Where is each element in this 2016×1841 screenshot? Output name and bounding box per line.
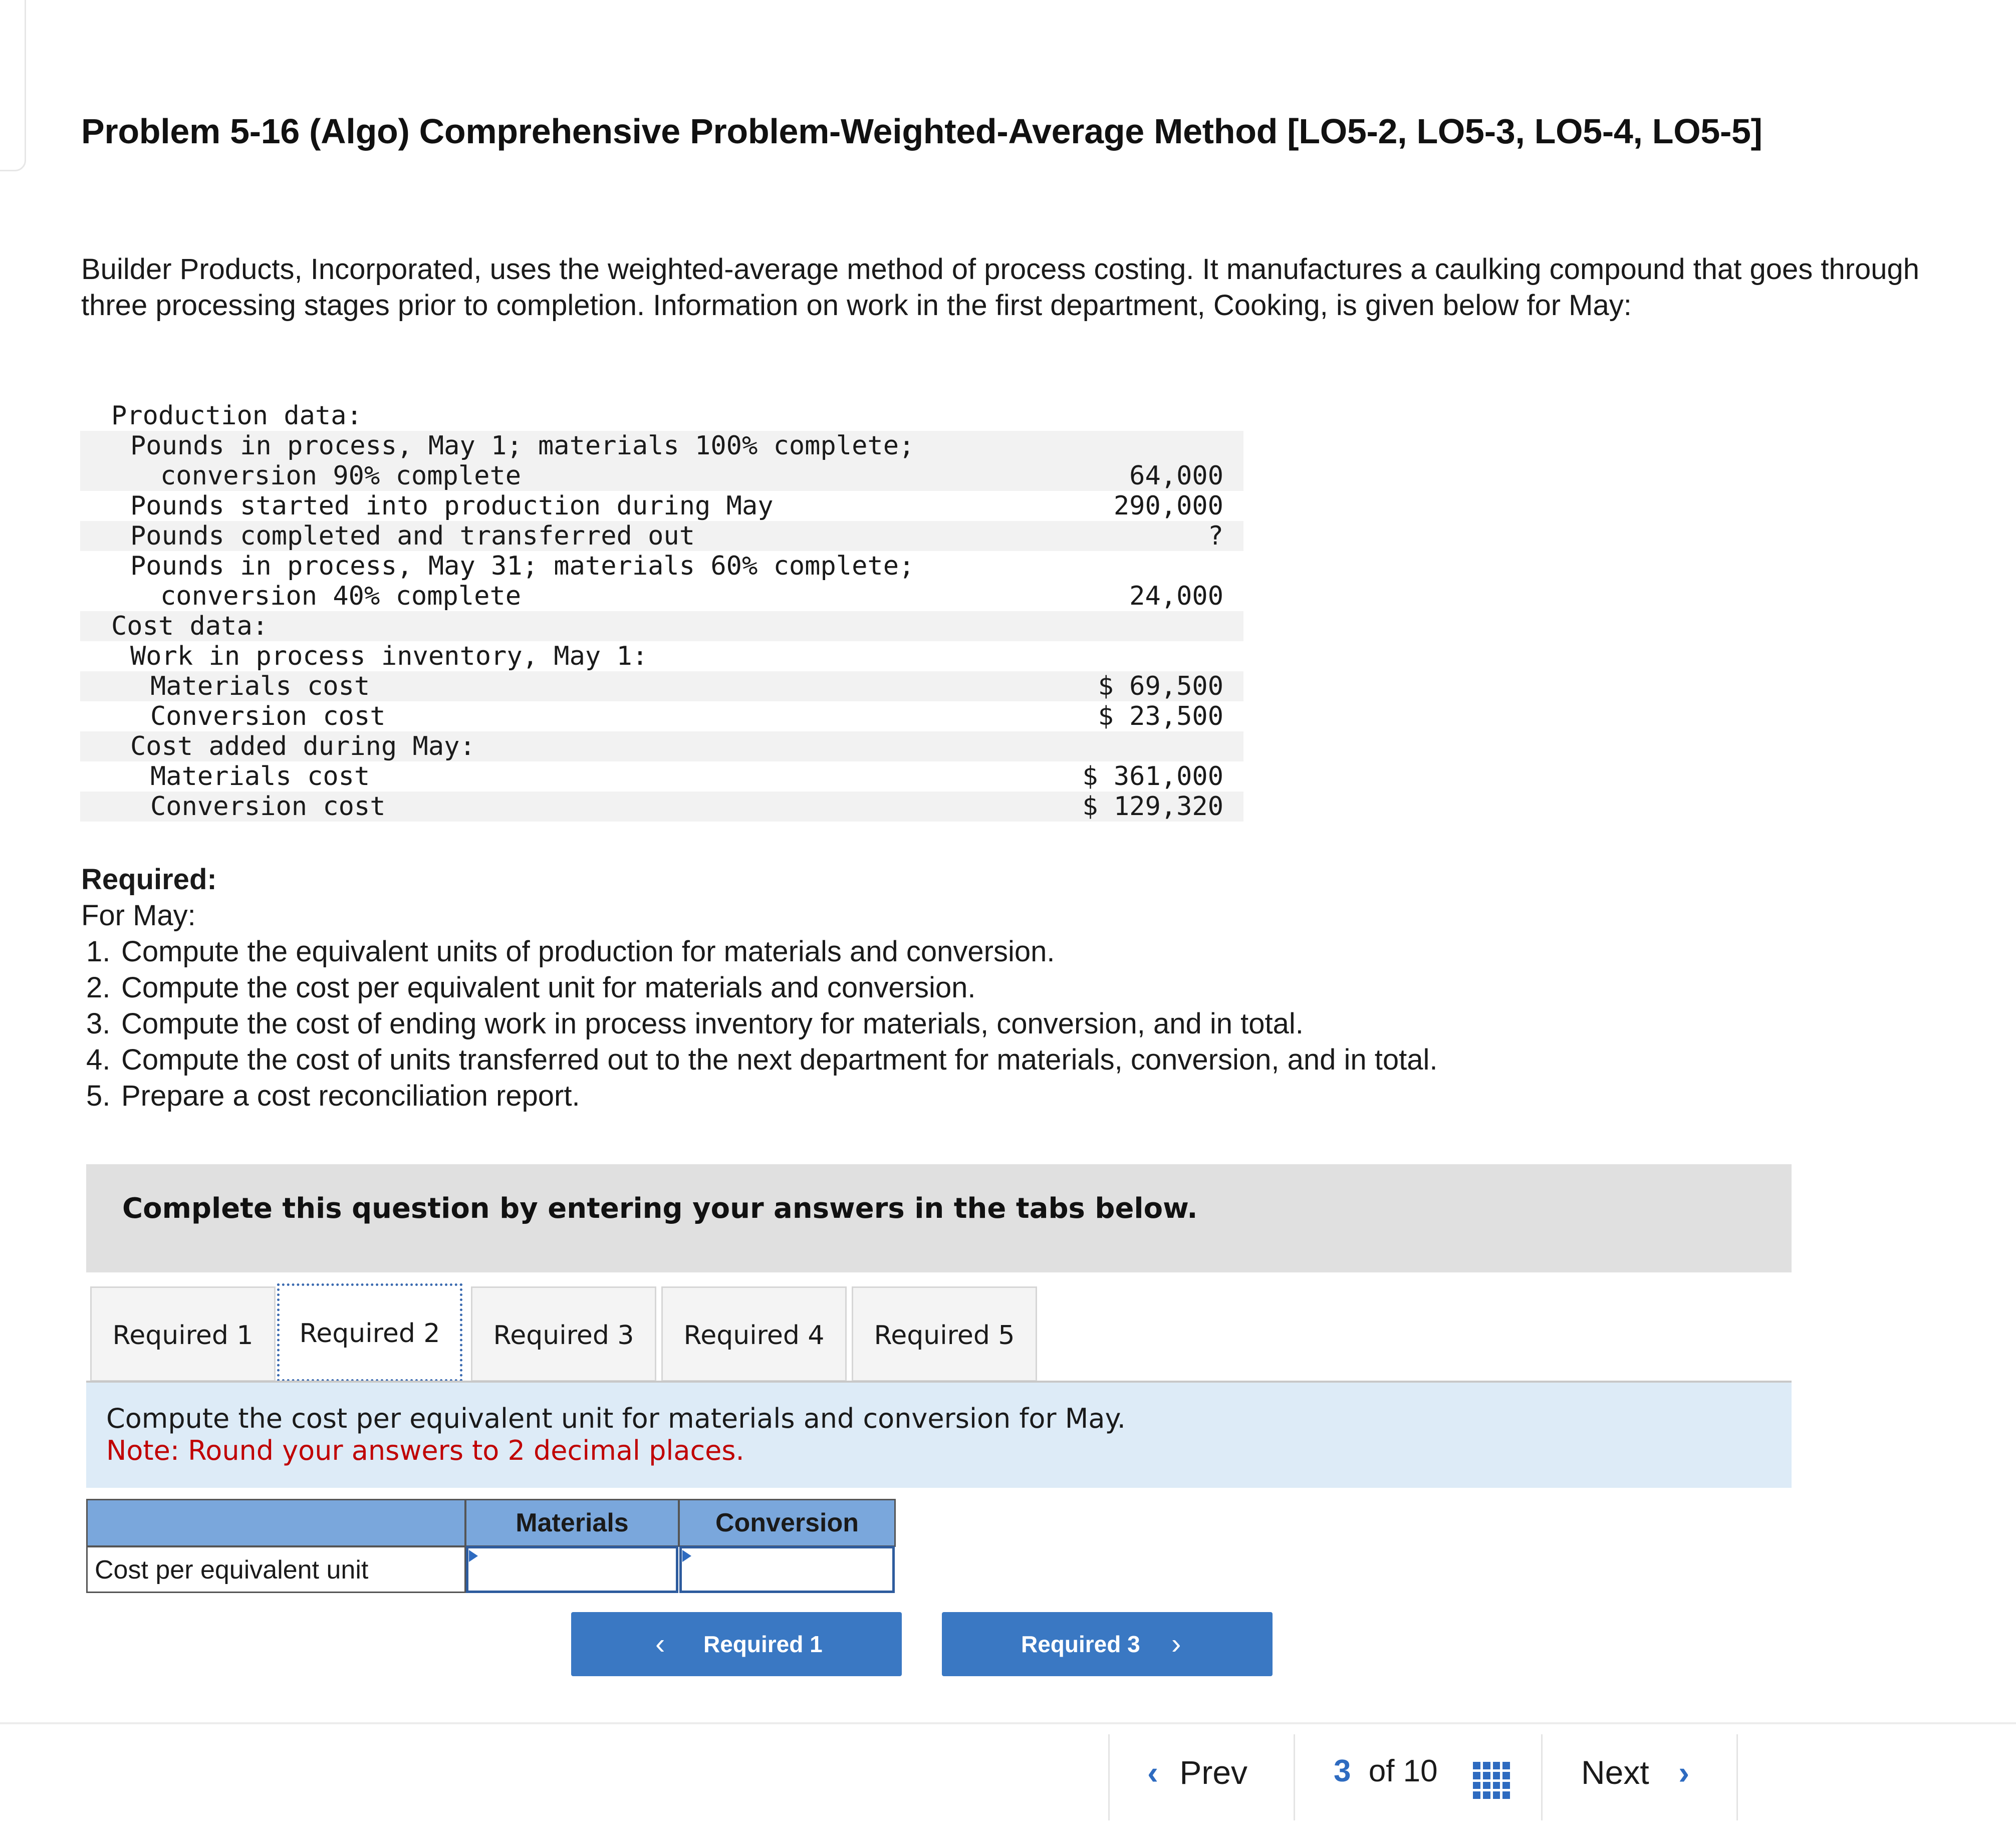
- materials-column-header: Materials: [465, 1499, 679, 1547]
- table-row: [80, 461, 1243, 491]
- list-item: [81, 1042, 1885, 1078]
- chevron-right-icon: ›: [1678, 1754, 1690, 1791]
- footer-prev-label: Prev: [1179, 1754, 1248, 1791]
- list-item: [81, 934, 1885, 970]
- table-row: [80, 581, 1243, 611]
- production-cost-data-table: [80, 401, 1243, 822]
- list-text: Compute the cost of units transferred out to the next department for materials, conversion, and in total.: [121, 1043, 1438, 1076]
- for-may-label: For May:: [81, 899, 196, 932]
- prev-required-label: Required 1: [703, 1631, 823, 1657]
- completed-label: Pounds completed and transferred out: [130, 521, 695, 551]
- completed-value: ?: [1207, 521, 1223, 551]
- list-text: Compute the cost of ending work in process inventory for materials, conversion, and in total.: [121, 1007, 1304, 1040]
- conversion-cost-per-unit-input[interactable]: [679, 1546, 895, 1593]
- list-number: 1.: [86, 935, 111, 968]
- input-flag-icon: [682, 1550, 691, 1562]
- instruction-bar: [86, 1164, 1792, 1272]
- list-text: Compute the equivalent units of production for materials and conversion.: [121, 935, 1055, 968]
- add-conversion-value: $ 129,320: [1082, 792, 1223, 822]
- table-row: [80, 401, 1243, 431]
- problem-intro: Builder Products, Incorporated, uses the weighted-average method of process costing. It manufactures a caulking compound that goes through three processing stages prior to completion. Information on work in the first department, Cooking, is given below for May:: [81, 253, 1920, 322]
- panel-instruction: Compute the cost per equivalent unit for materials and conversion for May.: [106, 1403, 1126, 1434]
- footer-next-label: Next: [1581, 1754, 1649, 1791]
- beg-conversion-label: Conversion cost: [150, 701, 386, 731]
- table-row: [80, 701, 1243, 731]
- tab-required-5[interactable]: Required 5: [852, 1286, 1037, 1382]
- list-number: 3.: [86, 1007, 111, 1040]
- problem-title: Problem 5-16 (Algo) Comprehensive Problem-Weighted-Average Method [LO5-2, LO5-3, LO5-4, LO5-5]: [81, 112, 1762, 151]
- wip-inventory-label: Work in process inventory, May 1:: [130, 641, 648, 671]
- answer-table-corner: [86, 1499, 466, 1547]
- wip-may1-value: 64,000: [1129, 461, 1223, 491]
- footer-separator: [1294, 1734, 1295, 1820]
- input-flag-icon: [469, 1550, 478, 1562]
- list-text: Compute the cost per equivalent unit for materials and conversion.: [121, 971, 976, 1004]
- cost-added-label: Cost added during May:: [130, 731, 475, 761]
- list-item: [81, 1078, 1885, 1114]
- tab-required-1[interactable]: Required 1: [90, 1286, 276, 1382]
- grid-icon[interactable]: [1473, 1762, 1510, 1799]
- footer-separator: [1541, 1734, 1543, 1820]
- chevron-right-icon: ›: [1171, 1628, 1181, 1660]
- wip-may1-label: Pounds in process, May 1; materials 100% complete;: [130, 431, 915, 461]
- chevron-left-icon: ‹: [1147, 1754, 1158, 1791]
- tab-required-4[interactable]: Required 4: [661, 1286, 847, 1382]
- required-section: [81, 862, 1885, 1114]
- list-item: [81, 1006, 1885, 1042]
- table-row: [80, 671, 1243, 701]
- current-page: 3: [1334, 1754, 1351, 1788]
- table-row: [80, 521, 1243, 551]
- add-materials-label: Materials cost: [150, 761, 370, 792]
- tab-required-2[interactable]: Required 2: [277, 1283, 462, 1382]
- page-counter: [1334, 1753, 1438, 1789]
- instruction-text: Complete this question by entering your answers in the tabs below.: [122, 1192, 1198, 1225]
- next-required-button[interactable]: [942, 1612, 1273, 1676]
- footer-next-button[interactable]: [1581, 1753, 1689, 1791]
- wip-may31-label-cont: conversion 40% complete: [160, 581, 522, 611]
- table-row: [80, 761, 1243, 792]
- footer-divider: [0, 1722, 2016, 1724]
- required-list: [81, 934, 1885, 1114]
- required-heading: Required:: [81, 863, 217, 896]
- production-data-header: Production data:: [111, 401, 362, 431]
- footer-separator: [1736, 1734, 1738, 1820]
- beg-materials-label: Materials cost: [150, 671, 370, 701]
- wip-may1-label-cont: conversion 90% complete: [160, 461, 522, 491]
- tab-required-3[interactable]: Required 3: [471, 1286, 656, 1382]
- footer-prev-button[interactable]: [1147, 1753, 1247, 1791]
- table-row: [80, 551, 1243, 581]
- table-row: [80, 491, 1243, 521]
- beg-conversion-value: $ 23,500: [1098, 701, 1223, 731]
- table-row: [80, 792, 1243, 822]
- conversion-column-header: Conversion: [678, 1499, 896, 1547]
- table-row: [80, 641, 1243, 671]
- wip-may31-value: 24,000: [1129, 581, 1223, 611]
- wip-may31-label: Pounds in process, May 31; materials 60% complete;: [130, 551, 915, 581]
- materials-cost-per-unit-input[interactable]: [466, 1546, 678, 1593]
- list-text: Prepare a cost reconciliation report.: [121, 1080, 580, 1112]
- cost-data-header: Cost data:: [111, 611, 269, 641]
- side-card: [0, 0, 26, 171]
- table-row: [80, 431, 1243, 461]
- add-conversion-label: Conversion cost: [150, 792, 386, 822]
- started-value: 290,000: [1113, 491, 1223, 521]
- footer-separator: [1108, 1734, 1110, 1820]
- list-number: 2.: [86, 971, 111, 1004]
- beg-materials-value: $ 69,500: [1098, 671, 1223, 701]
- rounding-note: Note: Round your answers to 2 decimal places.: [106, 1435, 744, 1466]
- started-label: Pounds started into production during May: [130, 491, 774, 521]
- page-total: of 10: [1368, 1754, 1438, 1788]
- table-row: [80, 731, 1243, 761]
- chevron-left-icon: ‹: [655, 1628, 665, 1660]
- cost-per-equivalent-unit-label: Cost per equivalent unit: [86, 1546, 466, 1593]
- add-materials-value: $ 361,000: [1082, 761, 1223, 792]
- list-item: [81, 970, 1885, 1006]
- question-panel: [86, 1383, 1792, 1488]
- list-number: 5.: [86, 1080, 111, 1112]
- next-required-label: Required 3: [1021, 1631, 1140, 1657]
- list-number: 4.: [86, 1043, 111, 1076]
- table-row: [80, 611, 1243, 641]
- prev-required-button[interactable]: [571, 1612, 902, 1676]
